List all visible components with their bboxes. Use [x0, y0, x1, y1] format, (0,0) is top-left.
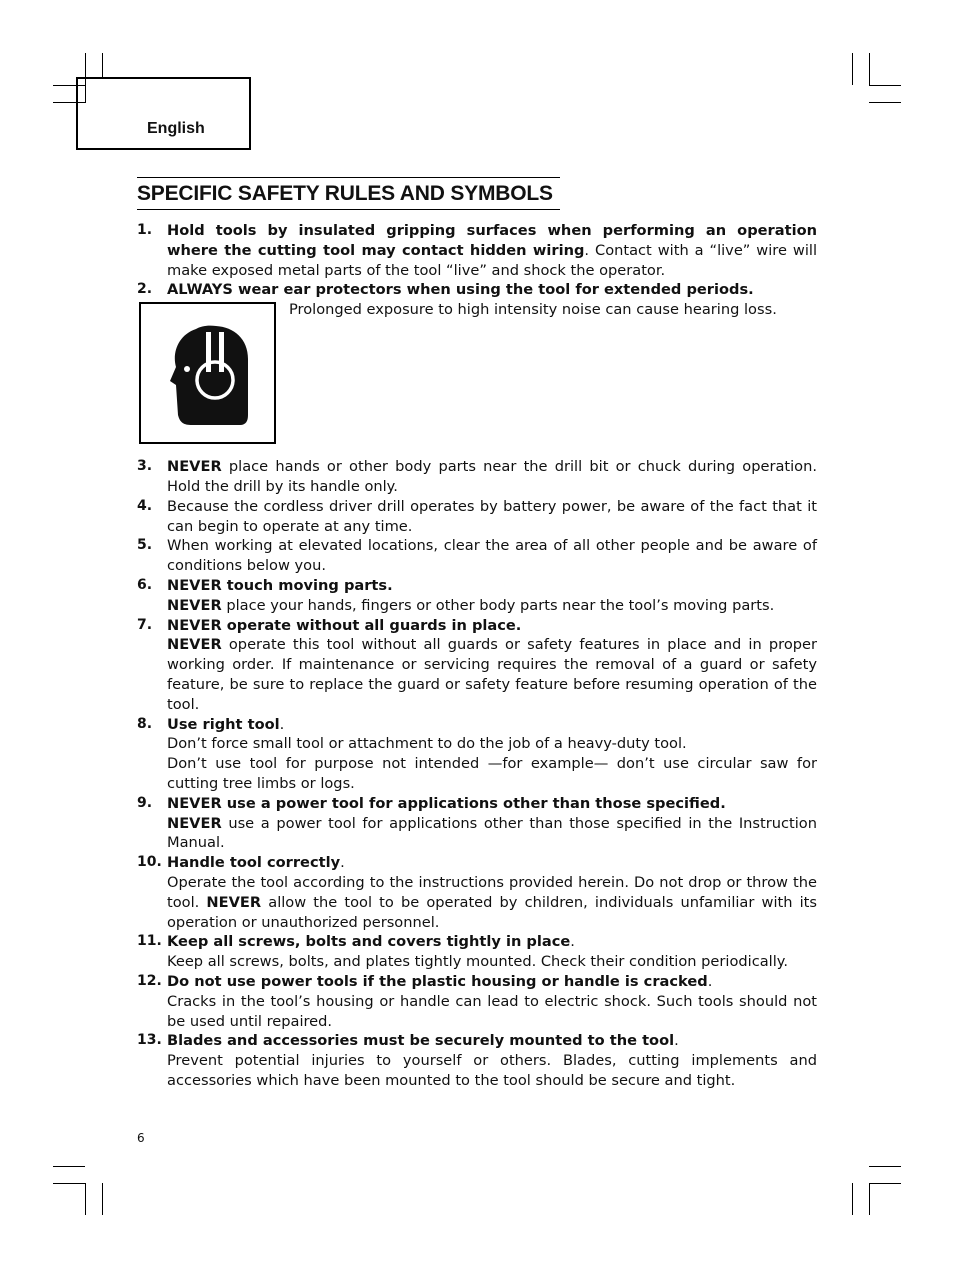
item-heading: Keep all screws, bolts and covers tightly in place [167, 933, 571, 951]
list-item [137, 972, 817, 1031]
item-heading: Use right tool [167, 715, 280, 733]
item-text: place hands or other body parts near the drill bit or chuck during operation. Hold the drill by its handle only. [167, 458, 817, 495]
item-bold-text: NEVER [206, 893, 262, 911]
list-item [137, 932, 817, 972]
item-bold-text: Hold tools by insulated gripping surfaces when performing an operation where the cutting tool may contact hidden wiring [167, 222, 817, 259]
crop-mark [869, 85, 901, 86]
item-heading: NEVER use a power tool for applications other than those specified. [167, 794, 726, 812]
list-item [137, 457, 817, 497]
section-title: SPECIFIC SAFETY RULES AND SYMBOLS [137, 182, 553, 205]
ear-protector-icon [168, 323, 250, 427]
language-tab [76, 77, 251, 150]
item-bold-text: NEVER [167, 596, 222, 614]
crop-mark [869, 1183, 870, 1215]
list-item [137, 497, 817, 537]
item-heading-tail: . [340, 854, 345, 872]
crop-mark [869, 53, 870, 85]
item-number: 2. [137, 281, 153, 298]
item-bold-text: NEVER [167, 814, 222, 832]
item-heading-tail: . [674, 1032, 679, 1050]
item-text: Don’t use tool for purpose not intended —for example— don’t use circular saw for cutting tree limbs or logs. [167, 755, 817, 792]
item-bold-text: ALWAYS wear ear protectors when using the tool for extended periods. [167, 281, 754, 299]
item-number: 9. [137, 794, 153, 811]
list-item [137, 536, 817, 576]
item-text: Because the cordless driver drill operates by battery power, be aware of the fact that it can begin to operate at any time. [167, 497, 817, 535]
item-number: 4. [137, 497, 153, 514]
item-text: Cracks in the tool’s housing or handle can lead to electric shock. Such tools should not be used until repaired. [167, 992, 817, 1030]
crop-mark [53, 1183, 85, 1184]
ear-protector-symbol [139, 302, 276, 444]
item-number: 12. [137, 972, 162, 989]
item-text: operate this tool without all guards or safety features in place and in proper working order. If maintenance or servicing requires the removal of a guard or safety feature, be sure to replace the guard or safety feature before resuming operation of the tool. [167, 636, 817, 713]
list-item [137, 715, 817, 794]
item-heading-tail: . [707, 972, 713, 990]
item-text: use a power tool for applications other than those specified in the Instruction Manual. [167, 814, 817, 852]
list-item [137, 280, 817, 300]
list-item [137, 853, 817, 932]
item-text: place your hands, fingers or other body parts near the tool’s moving parts. [221, 596, 775, 614]
crop-mark [869, 1183, 901, 1184]
crop-mark [852, 1183, 853, 1215]
item-number: 13. [137, 1032, 162, 1049]
item-heading: NEVER operate without all guards in place. [167, 616, 522, 634]
list-item [137, 576, 817, 616]
safety-rules-list [137, 221, 817, 1091]
item-bold-text: NEVER [167, 458, 222, 476]
language-label: English [147, 120, 205, 137]
ear-protection-symbol-row [137, 300, 817, 457]
symbol-caption: Prolonged exposure to high intensity noise can cause hearing loss. [289, 301, 777, 319]
item-heading-tail: . [279, 715, 285, 733]
item-heading: Blades and accessories must be securely mounted to the tool [167, 1032, 675, 1050]
item-text: When working at elevated locations, clear the area of all other people and be aware of conditions below you. [167, 537, 817, 575]
page-number: 6 [137, 1131, 145, 1145]
item-heading-tail: . [570, 933, 575, 951]
crop-mark [869, 102, 901, 103]
item-bold-text: NEVER [167, 636, 222, 654]
list-item [137, 1031, 817, 1090]
item-number: 6. [137, 576, 153, 593]
item-number: 3. [137, 458, 153, 475]
item-number: 11. [137, 933, 162, 950]
item-number: 5. [137, 537, 153, 554]
item-text: Keep all screws, bolts, and plates tightly mounted. Check their condition periodically. [167, 953, 788, 971]
list-item [137, 221, 817, 280]
crop-mark [852, 53, 853, 85]
item-text: Don’t force small tool or attachment to do the job of a heavy-duty tool. [167, 735, 687, 753]
item-number: 10. [137, 854, 162, 871]
item-text: allow the tool to be operated by children, individuals unfamiliar with its operation or unauthorized personnel. [167, 893, 817, 931]
crop-mark [102, 53, 103, 78]
crop-mark [869, 1166, 901, 1167]
crop-mark [53, 1166, 85, 1167]
item-heading: Handle tool correctly [167, 854, 341, 872]
item-number: 1. [137, 222, 153, 238]
crop-mark [102, 1183, 103, 1215]
item-text: Prevent potential injuries to yourself or others. Blades, cutting implements and accessories which have been mounted to the tool should be secure and tight. [167, 1052, 817, 1089]
item-heading: NEVER touch moving parts. [167, 576, 393, 594]
item-number: 7. [137, 616, 153, 633]
section-title-wrap [137, 177, 560, 210]
crop-mark [85, 1183, 86, 1215]
item-number: 8. [137, 715, 153, 732]
item-text: Operate the tool according to the instructions provided herein. Do not drop or throw the tool. [167, 873, 817, 911]
item-heading: Do not use power tools if the plastic housing or handle is cracked [167, 972, 708, 990]
list-item [137, 794, 817, 853]
list-item [137, 616, 817, 715]
item-text: . Contact with a “live” wire will make exposed metal parts of the tool “live” and shock the operator. [167, 241, 817, 279]
